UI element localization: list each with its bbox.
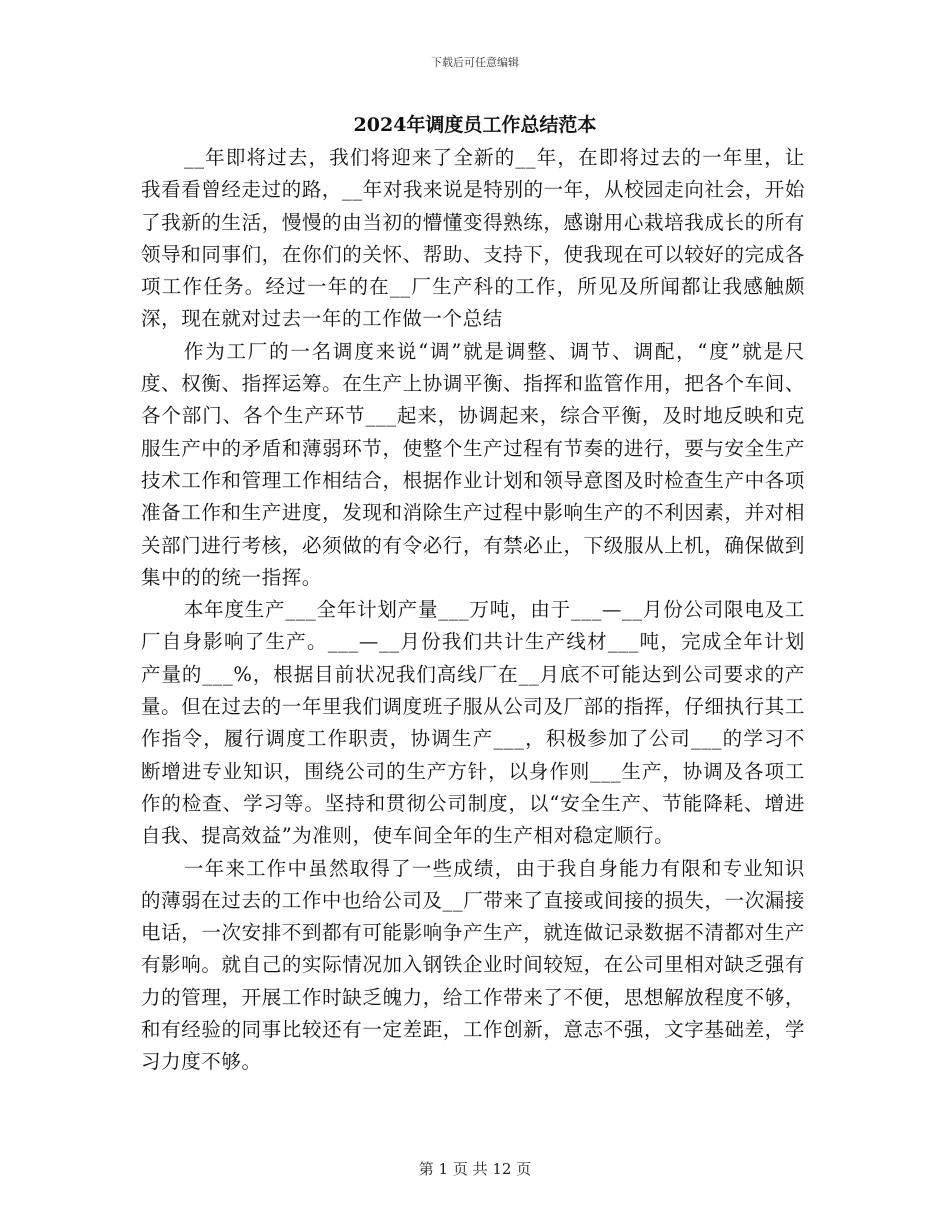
document-title: 2024年调度员工作总结范本 (353, 114, 597, 136)
paragraph-4: 一年来工作中虽然取得了一些成绩，由于我自身能力有限和专业知识的薄弱在过去的工作中也给公司及__厂带来了直接或间接的损失，一次漏接电话，一次安排不到都有可能影响争产生产，就连做记录数据不清都对生产有影响。就自己的实际情况加入钢铁企业时间较短，在公司里相对缺乏强有力的管理，开展工作时缺乏魄力，给工作带来了不便，思想解放程度不够，和有经验的同事比较还有一定差距，工作创新，意志不强，文字基础差，学习力度不够。 (141, 856, 805, 1074)
paragraph-1: __年即将过去，我们将迎来了全新的__年，在即将过去的一年里，让我看看曾经走过的路，__年对我来说是特别的一年，从校园走向社会，开始了我新的生活，慢慢的由当初的懵懂变得熟练，感谢用心栽培我成长的所有领导和同事们，在你们的关怀、帮助、支持下，使我现在可以较好的完成各项工作任务。经过一年的在__厂生产科的工作，所见及所闻都让我感触颇深，现在就对过去一年的工作做一个总结 (141, 146, 805, 331)
paragraph-2: 作为工厂的一名调度来说“调”就是调整、调节、调配，“度”就是尺度、权衡、指挥运筹。在生产上协调平衡、指挥和监管作用，把各个车间、各个部门、各个生产环节___起来，协调起来，综合平衡，及时地反映和克服生产中的矛盾和薄弱环节，使整个生产过程有节奏的进行，要与安全生产技术工作和管理工作相结合，根据作业计划和领导意图及时检查生产中各项准备工作和生产进度，发现和消除生产过程中影响生产的不利因素，并对相关部门进行考核，必须做的有令必行，有禁必止，下级服从上机，确保做到集中的的统一指挥。 (141, 339, 805, 589)
document-body (141, 142, 805, 1079)
page-number: 第 1 页 共 12 页 (418, 1160, 532, 1178)
paragraph-3: 本年度生产___全年计划产量___万吨，由于___—__月份公司限电及工厂自身影响了生产。___—__月份我们共计生产线材___吨，完成全年计划产量的___%，根据目前状况我们高线厂在__月底不可能达到公司要求的产量。但在过去的一年里我们调度班子服从公司及厂部的指挥，仔细执行其工作指令，履行调度工作职责，协调生产___，积极参加了公司___的学习不断增进专业知识，围绕公司的生产方针，以身作则___生产，协调及各项工作的检查、学习等。坚持和贯彻公司制度，以“安全生产、节能降耗、增进自我、提高效益”为准则，使车间全年的生产相对稳定顺行。 (141, 598, 805, 848)
header-note: 下载后可任意编辑 (431, 56, 519, 69)
